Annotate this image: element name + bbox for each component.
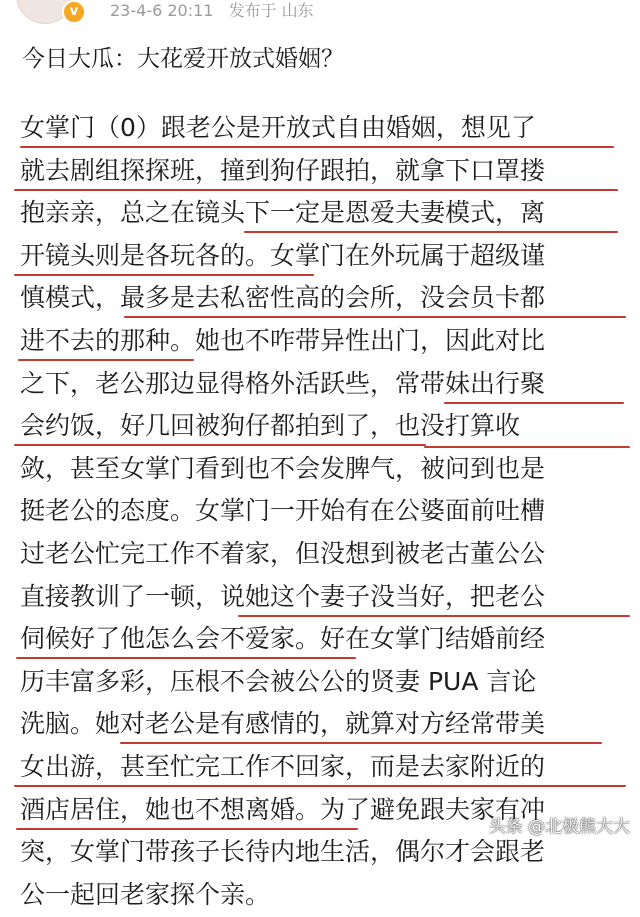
body-line-text: 突，女掌门带孩子长待内地生活，偶尔才会跟老 [20, 837, 546, 867]
body-line [20, 875, 630, 917]
highlight-underline [14, 189, 618, 191]
body-line-text: 女掌门（0）跟老公是开放式自由婚姻，想见了 [20, 113, 536, 142]
body-line-text: 开镜头则是各玩各的。女掌门在外玩属于超级谨 [20, 240, 546, 270]
body-line [20, 577, 630, 620]
body-line-text: 过老公忙完工作不着家，但没想到被老古董公公 [20, 538, 546, 568]
body-line [20, 108, 630, 151]
body-line [20, 704, 630, 747]
body-line [20, 321, 630, 364]
body-line [20, 662, 630, 705]
body-line-text: 洗脑。她对老公是有感情的，就算对方经常带美 [20, 709, 546, 739]
body-line [20, 491, 630, 534]
body-line-text: 会约饭，好几回被狗仔都拍到了，也没打算收 [20, 411, 521, 441]
body-line-text: 挺老公的态度。女掌门一开始有在公婆面前吐槽 [20, 496, 546, 526]
body-line [20, 449, 630, 492]
post-body [20, 108, 630, 917]
post-header [0, 0, 640, 32]
body-line-text: 敛，甚至女掌门看到也不会发脾气，被问到也是 [20, 453, 546, 483]
body-line-text: 抱亲亲，总之在镜头下一定是恩爱夫妻模式，离 [20, 198, 546, 228]
body-line [20, 151, 630, 194]
body-line-text: 公一起回老家探个亲。 [20, 879, 271, 909]
highlight-underline [444, 402, 624, 404]
body-line-text: 伺候好了他怎么会不爱家。好在女掌门结婚前经 [20, 624, 546, 654]
verified-badge-icon: v [62, 0, 86, 24]
highlight-underline [16, 828, 358, 830]
body-line-text: 酒店居住，她也不想离婚。为了避免跟夫家有冲 [20, 794, 546, 824]
body-line [20, 236, 630, 279]
body-line-text: 就去剧组探探班，撞到狗仔跟拍，就拿下口罩搂 [20, 155, 546, 185]
body-line [20, 406, 630, 449]
highlight-underline [120, 742, 602, 744]
watermark: 头条 @北极熊大大 [488, 817, 630, 837]
body-line [20, 619, 630, 662]
post-location: 发布于 山东 [228, 1, 314, 20]
body-line [20, 832, 630, 875]
body-line-text: 之下，老公那边显得格外活跃些，常带妹出行聚 [20, 368, 546, 398]
highlight-underline [14, 274, 314, 276]
body-line [20, 534, 630, 577]
highlight-underline [18, 359, 194, 361]
post-date: 23-4-6 20:11 [110, 1, 214, 20]
body-line-text: 进不去的那种。她也不咋带异性出门，因此对比 [20, 325, 546, 355]
highlight-underline [244, 231, 618, 233]
body-line [20, 193, 630, 236]
body-line-text: 女出游，甚至忙完工作不回家，而是去家附近的 [20, 751, 546, 781]
highlight-underline [14, 785, 626, 787]
highlight-underline [20, 146, 614, 148]
highlight-underline [238, 615, 630, 617]
body-line-text: 慎模式，最多是去私密性高的会所，没会员卡都 [20, 283, 546, 313]
post-title: 今日大瓜：大花爱开放式婚姻？ [22, 46, 344, 72]
highlight-underline [16, 657, 356, 659]
post-meta [110, 0, 324, 21]
highlight-underline [14, 444, 426, 446]
body-line [20, 747, 630, 790]
body-line [20, 278, 630, 321]
body-line-text: 历丰富多彩，压根不会被公公的贤妻 PUA 言论 [20, 666, 537, 696]
body-line-text: 直接教训了一顿，说她这个妻子没当好，把老公 [20, 581, 546, 611]
highlight-underline [124, 316, 626, 318]
body-line [20, 364, 630, 407]
